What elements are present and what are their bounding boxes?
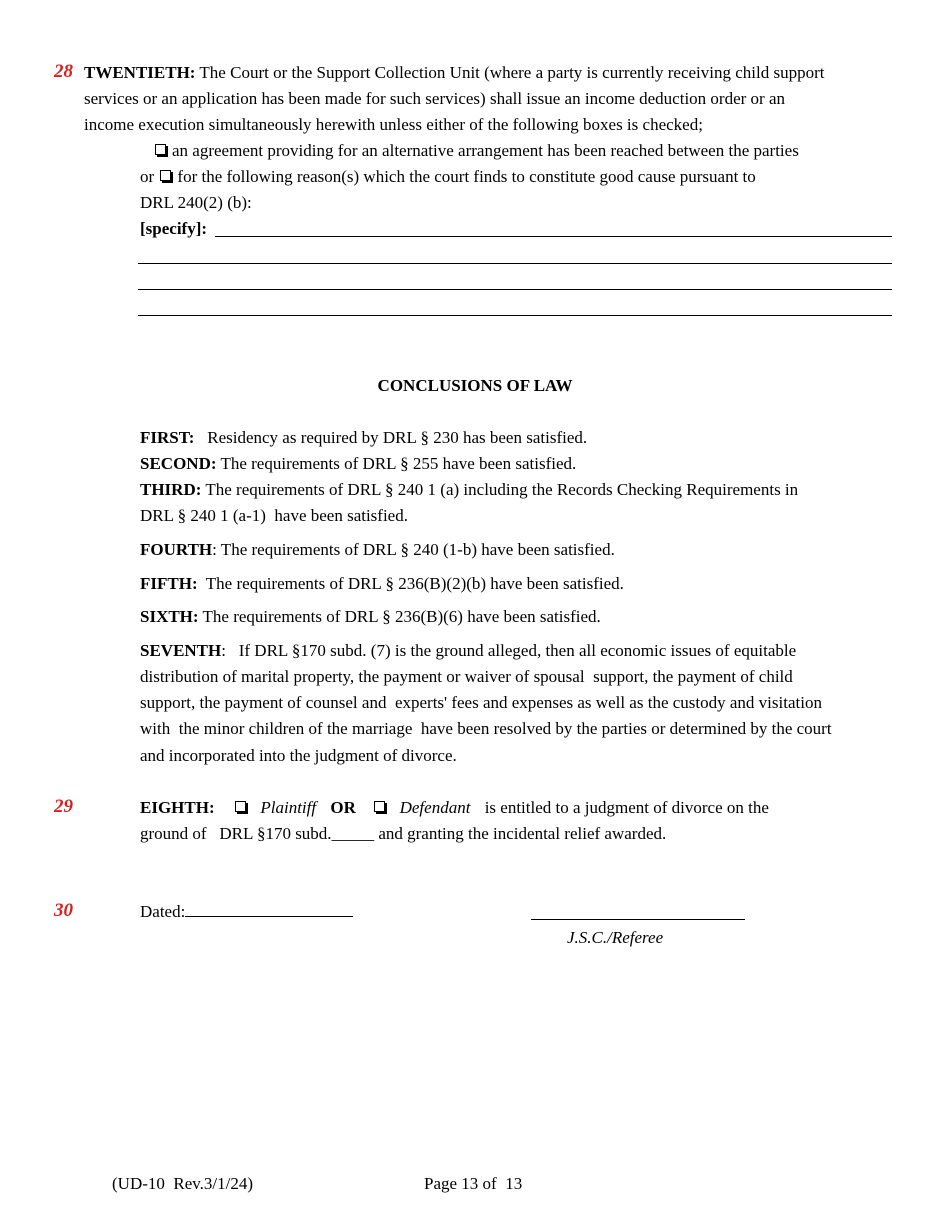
or-label: OR — [330, 798, 356, 817]
first-label: FIRST: — [140, 428, 195, 447]
option-good-cause — [140, 164, 756, 190]
specify-line — [140, 216, 207, 242]
fifth-label: FIFTH: — [140, 574, 198, 593]
conclusion-seventh-line-4: with the minor children of the marriage have been resolved by the parties or determined by the court — [140, 719, 832, 738]
dated-line — [140, 899, 353, 925]
conclusion-third-cont: DRL § 240 1 (a-1) have been satisfied. — [140, 506, 408, 525]
twentieth-label: TWENTIETH: — [84, 63, 196, 82]
fourth-label: FOURTH — [140, 540, 213, 559]
sixth-label: SIXTH: — [140, 607, 199, 626]
eighth-line-2 — [140, 821, 666, 847]
dated-field[interactable] — [185, 900, 353, 917]
form-id: (UD-10 Rev.3/1/24) — [112, 1174, 254, 1193]
sixth-text: The requirements of DRL § 236(B)(6) have been satisfied. — [198, 607, 601, 626]
specify-field[interactable] — [215, 236, 892, 237]
third-label: THIRD: — [140, 480, 202, 499]
option-or-prefix: or — [140, 167, 155, 186]
defendant-checkbox[interactable] — [374, 801, 385, 812]
specify-label: [specify]: — [140, 219, 208, 238]
eighth-tail: is entitled to a judgment of divorce on the — [484, 798, 769, 817]
seventh-label: SEVENTH — [140, 641, 222, 660]
twentieth-paragraph-line-3: income execution simultaneously herewith unless either of the following boxes is checked; — [84, 115, 703, 134]
option-good-cause-cont: DRL 240(2) (b): — [140, 193, 252, 212]
second-text: The requirements of DRL § 255 have been satisfied. — [216, 454, 577, 473]
conclusion-seventh-line-2: distribution of marital property, the payment or waiver of spousal support, the payment of child — [140, 667, 793, 686]
eighth-ground: ground of DRL §170 subd. — [140, 824, 332, 843]
good-cause-checkbox[interactable] — [160, 170, 171, 181]
specify-field-line-3[interactable] — [138, 289, 892, 290]
agreement-checkbox[interactable] — [155, 144, 166, 155]
eighth-relief: and granting the incidental relief awarded. — [374, 824, 667, 843]
conclusion-seventh — [140, 638, 796, 664]
option-good-cause-text: for the following reason(s) which the court finds to constitute good cause pursuant to — [177, 167, 756, 186]
option-agreement-text: an agreement providing for an alternative arrangement has been reached between the parties — [172, 141, 799, 160]
subdivision-blank[interactable]: _____ — [331, 824, 375, 843]
twentieth-text-1: The Court or the Support Collection Unit (where a party is currently receiving child support — [195, 63, 825, 82]
signature-title: J.S.C./Referee — [567, 928, 664, 947]
defendant-option: Defendant — [399, 798, 471, 817]
plaintiff-option: Plaintiff — [260, 798, 317, 817]
item-marker-29: 29 — [54, 796, 73, 817]
conclusion-fifth — [140, 571, 624, 597]
fourth-text: : The requirements of DRL § 240 (1-b) have been satisfied. — [212, 540, 615, 559]
conclusion-third — [140, 477, 798, 503]
plaintiff-checkbox[interactable] — [235, 801, 246, 812]
eighth-label: EIGHTH: — [140, 798, 215, 817]
signature-line[interactable] — [531, 919, 745, 920]
page-number: Page 13 of 13 — [424, 1174, 523, 1193]
conclusions-heading: CONCLUSIONS OF LAW — [377, 376, 573, 395]
item-marker-30: 30 — [54, 900, 73, 921]
conclusion-first — [140, 425, 587, 451]
eighth-line-1 — [140, 795, 769, 821]
specify-field-line-4[interactable] — [138, 315, 892, 316]
fifth-text: The requirements of DRL § 236(B)(2)(b) have been satisfied. — [197, 574, 624, 593]
first-text: Residency as required by DRL § 230 has been satisfied. — [194, 428, 588, 447]
conclusion-seventh-line-5: and incorporated into the judgment of divorce. — [140, 746, 457, 765]
specify-field-line-2[interactable] — [138, 263, 892, 264]
conclusion-seventh-line-3: support, the payment of counsel and experts' fees and expenses as well as the custody and visitation — [140, 693, 822, 712]
twentieth-paragraph-line-2: services or an application has been made for such services) shall issue an income deduction order or an — [84, 89, 786, 108]
conclusion-fourth — [140, 537, 615, 563]
second-label: SECOND: — [140, 454, 217, 473]
conclusion-sixth — [140, 604, 601, 630]
twentieth-paragraph-line-1 — [84, 60, 825, 86]
third-text-1: The requirements of DRL § 240 1 (a) including the Records Checking Requirements in — [201, 480, 799, 499]
conclusion-second — [140, 451, 576, 477]
option-agreement — [155, 138, 799, 164]
dated-label: Dated: — [140, 902, 186, 921]
item-marker-28: 28 — [54, 61, 73, 82]
seventh-text-1: : If DRL §170 subd. (7) is the ground alleged, then all economic issues of equitable — [221, 641, 797, 660]
